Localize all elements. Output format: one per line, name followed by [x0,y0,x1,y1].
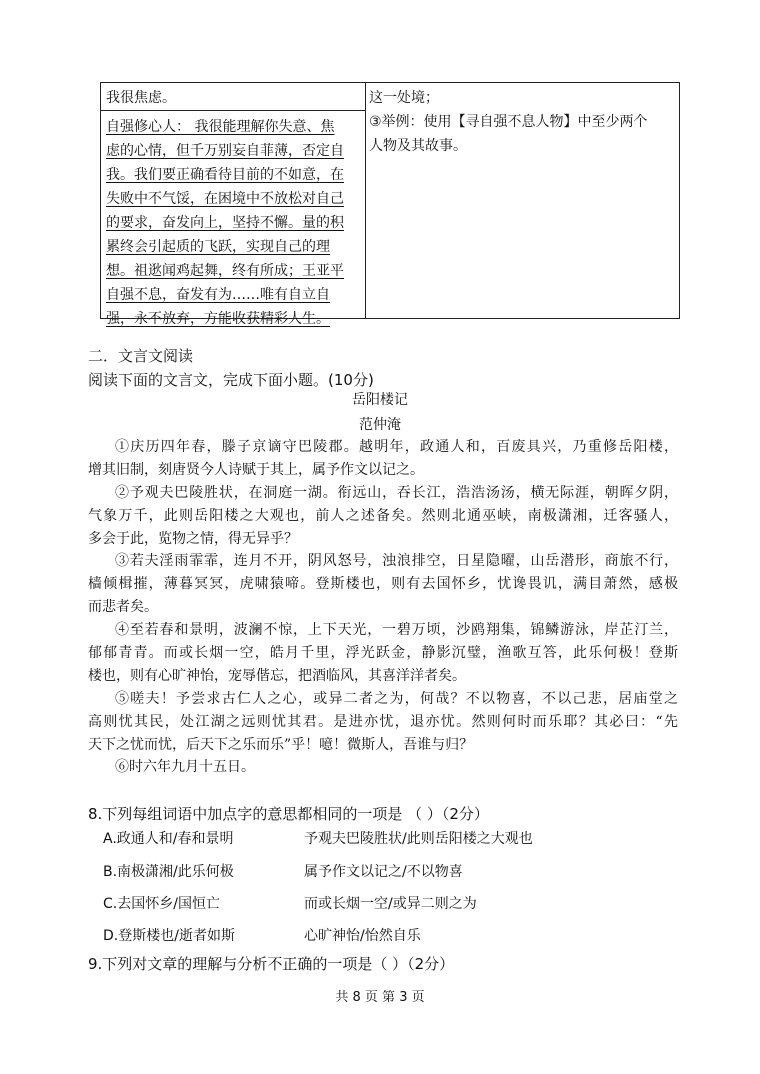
left-top-cell-text: 我很焦虑。 [106,90,176,106]
option-d-right: 心旷神怡/怡然自乐 [304,928,421,944]
sample-reply-line: 我。我们要正确看待目前的不如意，在 [106,167,344,183]
sample-reply-line-text: 自强修心人： 我很能理解你失意、焦 [106,119,335,135]
option-d-left: D.登斯楼也/逝者如斯 [103,928,235,944]
sample-reply-text [106,115,364,331]
requirement-text [369,110,681,158]
article-line: 楼也，则有心旷神怡，宠辱偕忘，把酒临风，其喜洋洋者矣。 [88,668,466,684]
option-b-right: 属予作文以记之/不以物喜 [304,864,463,880]
option-c-left: C.去国怀乡/国恒亡 [103,896,220,912]
table-vertical-divider [365,83,366,318]
article-line: 气象万千，此则岳阳楼之大观也，前人之述备矣。然则北通巫峡，南极潇湘，迁客骚人， [88,508,678,524]
article-line: ④至若春和景明，波澜不惊，上下天光，一碧万顷，沙鸥翔集，锦鳞游泳，岸芷汀兰， [115,622,678,638]
option-a-right: 予观夫巴陵胜状/此则岳阳楼之大观也 [304,831,533,847]
option-a-left: A.政通人和/春和景明 [103,831,234,847]
article-line: ②予观夫巴陵胜状，在洞庭一湖。衔远山，吞长江，浩浩汤汤，横无际涯，朝晖夕阴， [115,485,678,501]
article-title: 岳阳楼记 [352,392,408,408]
section-title: 二．文言文阅读 [88,347,194,365]
article-line: ⑥时六年九月十五日。 [115,759,255,775]
article-line: 而悲者矣。 [88,599,158,615]
article-line: 增其旧制，刻唐贤今人诗赋于其上，属予作文以记之。 [88,462,424,478]
sample-reply-line: 累终会引起质的飞跃，实现自己的理 [106,239,330,255]
article-line: ①庆历四年春，滕子京谪守巴陵郡。越明年，政通人和，百废具兴，乃重修岳阳楼， [115,439,678,455]
article-line: 多会于此，览物之情，得无异乎？ [88,531,298,547]
article-line: 樯倾楫摧，薄暮冥冥，虎啸猿啼。登斯楼也，则有去国怀乡，忧谗畏讥，满目萧然，感极 [88,576,678,592]
sample-reply-line: 自强不息，奋发有为……唯有自立自 [106,287,330,303]
sample-reply-line: 强，永不放弃，方能收获精彩人生。 [106,311,330,327]
sample-reply-line: 虑的心情，但千万别妄自菲薄，否定自 [106,143,344,159]
requirement-line: ③举例：使用【寻自强不息人物】中至少两个 [369,114,648,130]
option-c-right: 而或长烟一空/或异二则之为 [304,896,477,912]
article-author: 范仲淹 [359,417,401,433]
page-footer: 共 8 页 第 3 页 [335,990,425,1005]
article-line: 高则忧其民，处江湖之远则忧其君。是进亦忧，退亦忧。然则何时而乐耶？其必曰：“先 [88,714,678,730]
article-line: ⑤嗟夫！予尝求古仁人之心，或异二者之为，何哉？不以物喜，不以己悲，居庙堂之 [115,691,678,707]
article-line: 天下之忧而忧，后天下之乐而乐”乎！噫！微斯人，吾谁与归？ [88,737,474,753]
requirement-line: 人物及其故事。 [369,138,467,154]
sample-reply-line: 想。祖逖闻鸡起舞，终有所成；王亚平 [106,263,344,279]
right-top-cell-text: 这一处境； [369,90,439,106]
sample-reply-line [106,115,364,139]
option-b-left: B.南极潇湘/此乐何极 [103,864,234,880]
question-9-stem: 9.下列对文章的理解与分析不正确的一项是（ ）（2分） [88,955,455,973]
article-line: 郁郁青青。而或长烟一空，皓月千里，浮光跃金，静影沉璧，渔歌互答，此乐何极！登斯 [88,645,678,661]
writing-task-table [100,82,680,327]
table-horizontal-divider [101,110,365,111]
question-8-stem: 8.下列每组词语中加点字的意思都相同的一项是 （ ）（2分） [88,805,489,823]
sample-reply-line: 的要求，奋发向上，坚持不懈。量的积 [106,215,344,231]
article-line: ③若夫淫雨霏霏，连月不开，阴风怒号，浊浪排空，日星隐曜，山岳潜形，商旅不行， [115,553,678,569]
section-instruction: 阅读下面的文言文，完成下面小题。(10分) [88,371,374,389]
sample-reply-line: 失败中不气馁，在困境中不放松对自己 [106,191,344,207]
